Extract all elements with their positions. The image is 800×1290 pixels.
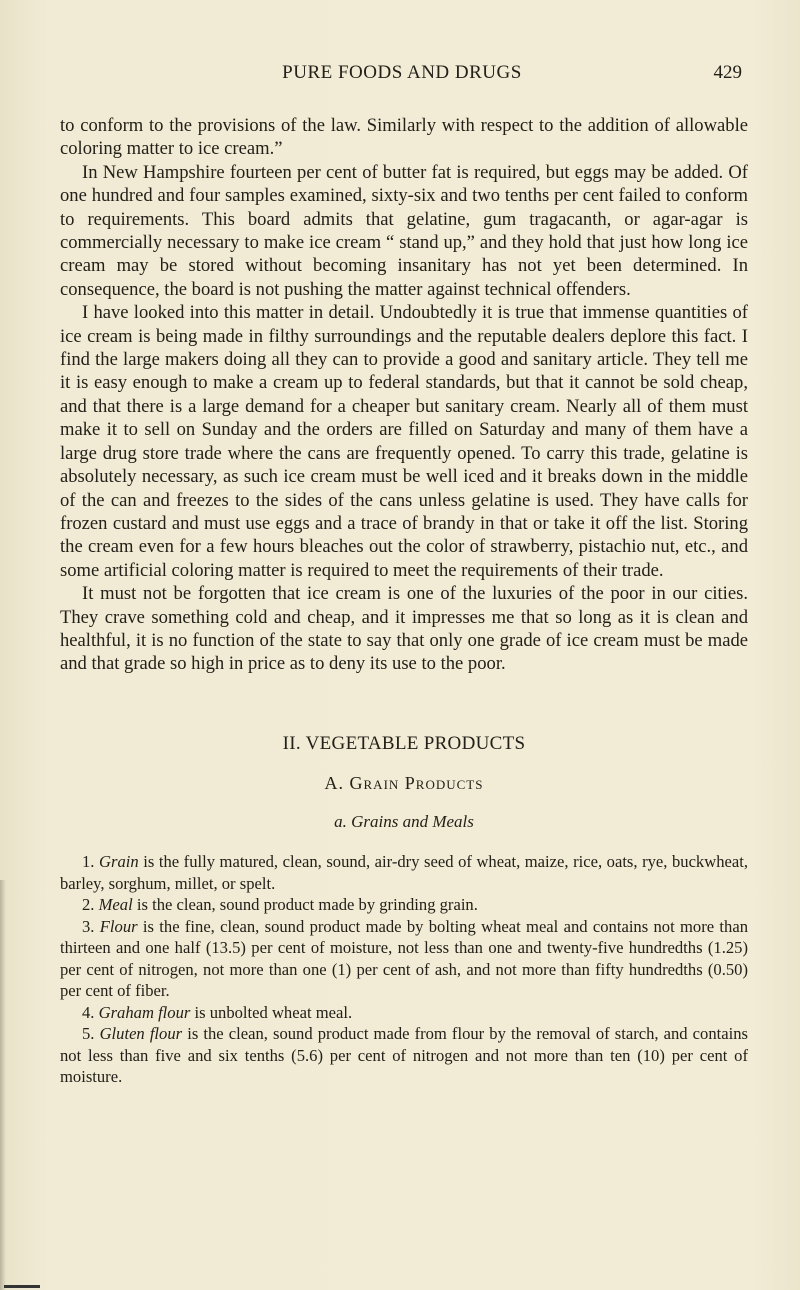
definition-text: is the fully matured, clean, sound, air-dry seed of wheat, maize, rice, oats, rye, buckwheat, barley, sorghum, millet, or spelt.	[60, 852, 748, 893]
definition-text: is the clean, sound product made by grinding grain.	[132, 895, 478, 914]
definition-item	[60, 916, 748, 1002]
definition-item	[60, 1023, 748, 1088]
definition-number: 3.	[82, 916, 95, 936]
definition-number: 4.	[82, 1002, 95, 1022]
definition-term: Meal	[98, 895, 133, 914]
definition-text: is unbolted wheat meal.	[190, 1002, 353, 1022]
subsubsection-heading: a. Grains and Meals	[334, 812, 474, 831]
paragraph: In New Hampshire fourteen per cent of butter fat is required, but eggs may be added. Of one hundred and four samples examined, sixty-six and two tenths per cent failed to conform to requirements. This board admits that gelatine, gum tragacanth, or agar-agar is commercially necessary to make ice cream “ stand up,” and they hold that just how long ice cream may be stored without becoming insanitary has not yet been determined. In consequence, the board is not pushing the matter against technical offenders.	[60, 161, 748, 300]
section-heading: II. VEGETABLE PRODUCTS	[282, 733, 526, 754]
running-head: PURE FOODS AND DRUGS	[282, 62, 522, 83]
definition-number: 5.	[82, 1024, 95, 1043]
definition-text: is the fine, clean, sound product made by bolting wheat meal and contains not more than thirteen and one half (13.5) per cent of moisture, not less than one and twenty-five hundredths (1.25) per cent of nitrogen, not more than one (1) per cent of ash, and not more than fifty hundredths (0.50) per cent of fiber.	[60, 916, 749, 1000]
paragraph: I have looked into this matter in detail. Undoubtedly it is true that immense quantities of ice cream is being made in filthy surroundings and the reputable dealers deplore this fact. I find the large makers doing all they can to provide a good and sanitary article. They tell me it is easy enough to make a cream up to federal standards, but that it cannot be sold cheap, and that there is a large demand for a cheaper but sanitary cream. Nearly all of them must make it to sell on Sunday and the orders are filled on Saturday and many of them have a large drug store trade where the cans are frequently opened. To carry this trade, gelatine is absolutely necessary, as such ice cream must be well iced and it breaks down in the middle of the can and freezes to the sides of the cans unless gelatine is used. They have calls for frozen custard and must use eggs and a trace of brandy in that or take it off the list. Storing the cream even for a few hours bleaches out the color of strawberry, pistachio nut, etc., and some artificial coloring matter is required to meet the requirements of their trade.	[60, 302, 748, 581]
definition-number: 1.	[82, 852, 95, 871]
definition-term: Flour	[99, 916, 138, 936]
definitions-list	[60, 851, 748, 1088]
definition-term: Grain	[99, 852, 139, 871]
subsection-heading: A. Grain Products	[324, 773, 484, 793]
page-gutter-shadow	[0, 880, 6, 1290]
body-text	[60, 114, 748, 676]
definition-number: 2.	[82, 895, 95, 914]
page-number: 429	[713, 62, 742, 83]
page-header	[62, 62, 742, 92]
page-edge-mark	[4, 1285, 40, 1288]
definition-item	[60, 1002, 748, 1024]
definition-term: Gluten flour	[99, 1024, 183, 1043]
paragraph: It must not be forgotten that ice cream is one of the luxuries of the poor in our cities. They crave something cold and cheap, and it impresses me that so long as it is clean and healthful, it is no function of the state to say that only one grade of ice cream must be made and that grade so high in price as to deny its use to the poor.	[60, 583, 748, 675]
definition-term: Graham flour	[98, 1002, 191, 1022]
definition-item	[60, 894, 748, 916]
definition-text: is the clean, sound product made from flour by the removal of starch, and contains not less than five and six tenths (5.6) per cent of nitrogen and not more than ten (10) per cent of moisture.	[60, 1024, 748, 1086]
definition-item	[60, 851, 748, 894]
paragraph: to conform to the provisions of the law. Similarly with respect to the addition of allowable coloring matter to ice cream.”	[60, 115, 748, 160]
